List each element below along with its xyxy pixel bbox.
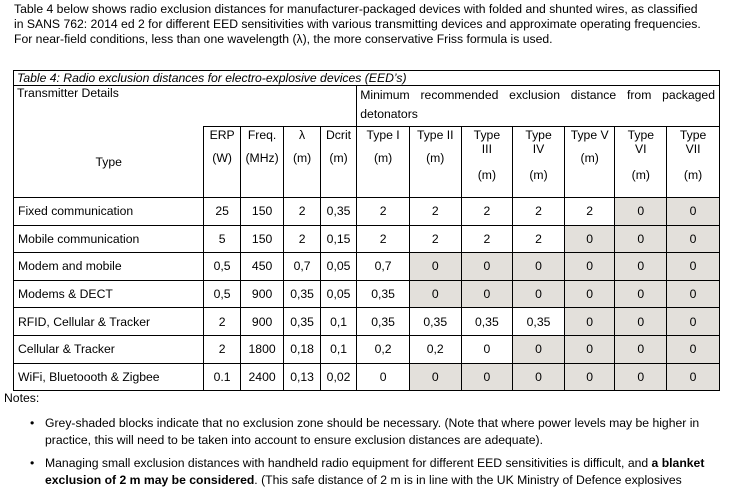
cell-erp: 0,5 <box>204 280 240 308</box>
cell-t4: 0 <box>513 253 565 281</box>
cell-freq: 2400 <box>240 363 284 391</box>
cell-t7: 0 <box>667 335 720 363</box>
notes-list <box>30 415 720 495</box>
cell-t7: 0 <box>667 280 720 308</box>
cell-lambda: 0,35 <box>284 308 320 336</box>
cell-t2: 0,35 <box>409 308 461 336</box>
table-row <box>14 198 720 226</box>
cell-t1: 0,35 <box>357 280 410 308</box>
cell-t6: 0 <box>615 253 667 281</box>
header-freq: Freq. (MHz) <box>240 127 284 198</box>
cell-erp: 2 <box>204 308 240 336</box>
cell-t2: 2 <box>409 225 461 253</box>
cell-t5: 0 <box>564 253 615 281</box>
bullet-icon: • <box>30 416 35 430</box>
header-type: Type <box>14 127 204 198</box>
cell-t1: 2 <box>357 225 410 253</box>
cell-t1: 0,7 <box>357 253 410 281</box>
table-row <box>14 253 720 281</box>
cell-t4: 2 <box>513 198 565 226</box>
note-text-2b-bold: a blanket exclusion of 2 m may be considered <box>45 456 705 487</box>
row-type-cell: Cellular & Tracker <box>14 335 204 363</box>
cell-t3: 2 <box>461 198 513 226</box>
cell-t1: 2 <box>357 198 410 226</box>
cell-t6: 0 <box>615 198 667 226</box>
cell-freq: 900 <box>240 308 284 336</box>
cell-t6: 0 <box>615 335 667 363</box>
exclusion-table-container <box>13 70 720 391</box>
cell-dcrit: 0,1 <box>320 335 356 363</box>
cell-dcrit: 0,1 <box>320 308 356 336</box>
cell-t4: 0 <box>513 280 565 308</box>
cell-t4: 0,35 <box>513 308 565 336</box>
header-type-4: Type IV (m) <box>513 127 565 198</box>
cell-erp: 0.1 <box>204 363 240 391</box>
note-text-1: Grey-shaded blocks indicate that no exclusion zone should be necessary. (Note that where power levels may be higher in practice, this will need to be taken into account to ensure exclusion distances are adequate). <box>45 416 700 447</box>
cell-t1: 0 <box>357 363 410 391</box>
cell-t5: 2 <box>564 198 615 226</box>
cell-t6: 0 <box>615 225 667 253</box>
cell-t3: 2 <box>461 225 513 253</box>
row-type-cell: Fixed communication <box>14 198 204 226</box>
header-type-7: Type VII (m) <box>667 127 720 198</box>
table-row <box>14 308 720 336</box>
cell-t5: 0 <box>564 280 615 308</box>
cell-freq: 900 <box>240 280 284 308</box>
cell-freq: 150 <box>240 198 284 226</box>
header-dcrit: Dcrit (m) <box>320 127 356 198</box>
row-type-cell: Mobile communication <box>14 225 204 253</box>
cell-lambda: 0,7 <box>284 253 320 281</box>
cell-t7: 0 <box>667 363 720 391</box>
header-type-2: Type II (m) <box>409 127 461 198</box>
intro-line-3: For near-field conditions, less than one wavelength (λ), the more conservative Friss formula is used. <box>14 32 553 46</box>
table-row <box>14 280 720 308</box>
cell-dcrit: 0,35 <box>320 198 356 226</box>
cell-dcrit: 0,05 <box>320 253 356 281</box>
cell-erp: 25 <box>204 198 240 226</box>
bullet-icon: • <box>30 456 35 470</box>
cell-erp: 5 <box>204 225 240 253</box>
cell-dcrit: 0,05 <box>320 280 356 308</box>
note-text-2c: . (This safe distance of 2 m is in line with the UK Ministry of Defence explosives <box>254 473 682 487</box>
transmitter-details-header: Transmitter Details <box>14 86 357 127</box>
row-type-cell: Modems & DECT <box>14 280 204 308</box>
cell-dcrit: 0,02 <box>320 363 356 391</box>
cell-lambda: 2 <box>284 225 320 253</box>
exclusion-distance-table <box>13 70 720 391</box>
note-text-2a: Managing small exclusion distances with handheld radio equipment for different EED sensitivities is difficult, and <box>45 456 652 470</box>
cell-t2: 0 <box>409 253 461 281</box>
intro-line-1: Table 4 below shows radio exclusion distances for manufacturer-packaged devices with folded and shunted wires, as classified <box>14 2 698 16</box>
cell-t3: 0,35 <box>461 308 513 336</box>
cell-erp: 2 <box>204 335 240 363</box>
note-item <box>30 455 720 489</box>
cell-t7: 0 <box>667 225 720 253</box>
row-type-cell: Modem and mobile <box>14 253 204 281</box>
cell-t5: 0 <box>564 363 615 391</box>
min-exclusion-header: Minimum recommended exclusion distance from packaged detonators <box>357 86 720 127</box>
intro-paragraph <box>14 2 726 47</box>
cell-dcrit: 0,15 <box>320 225 356 253</box>
cell-freq: 150 <box>240 225 284 253</box>
header-type-3: Type III (m) <box>461 127 513 198</box>
cell-t5: 0 <box>564 308 615 336</box>
notes-label: Notes: <box>4 391 40 405</box>
header-type-6: Type VI (m) <box>615 127 667 198</box>
cell-t2: 0,2 <box>409 335 461 363</box>
table-row <box>14 225 720 253</box>
cell-t2: 0 <box>409 363 461 391</box>
cell-t4: 2 <box>513 225 565 253</box>
header-type-5: Type V (m) <box>564 127 615 198</box>
table-body <box>14 198 720 391</box>
cell-t2: 0 <box>409 280 461 308</box>
table-row <box>14 363 720 391</box>
table-caption: Table 4: Radio exclusion distances for electro-explosive devices (EED’s) <box>14 71 720 86</box>
cell-t5: 0 <box>564 225 615 253</box>
cell-t3: 0 <box>461 335 513 363</box>
cell-t7: 0 <box>667 198 720 226</box>
cell-t1: 0,2 <box>357 335 410 363</box>
cell-lambda: 0,18 <box>284 335 320 363</box>
cell-t3: 0 <box>461 363 513 391</box>
cell-lambda: 0,13 <box>284 363 320 391</box>
header-type-1: Type I (m) <box>357 127 410 198</box>
header-lambda: λ (m) <box>284 127 320 198</box>
cell-t4: 0 <box>513 363 565 391</box>
cell-erp: 0,5 <box>204 253 240 281</box>
cell-t4: 0 <box>513 335 565 363</box>
cell-t3: 0 <box>461 280 513 308</box>
row-type-cell: RFID, Cellular & Tracker <box>14 308 204 336</box>
cell-freq: 1800 <box>240 335 284 363</box>
cell-t7: 0 <box>667 253 720 281</box>
row-type-cell: WiFi, Bluetoooth & Zigbee <box>14 363 204 391</box>
cell-t2: 2 <box>409 198 461 226</box>
table-row <box>14 335 720 363</box>
cell-freq: 450 <box>240 253 284 281</box>
cell-t6: 0 <box>615 308 667 336</box>
header-erp: ERP (W) <box>204 127 240 198</box>
note-item <box>30 415 720 449</box>
cell-lambda: 0,35 <box>284 280 320 308</box>
cell-t6: 0 <box>615 280 667 308</box>
cell-lambda: 2 <box>284 198 320 226</box>
cell-t7: 0 <box>667 308 720 336</box>
cell-t3: 0 <box>461 253 513 281</box>
cell-t1: 0,35 <box>357 308 410 336</box>
cell-t6: 0 <box>615 363 667 391</box>
intro-line-2: in SANS 762: 2014 ed 2 for different EED sensitivities with various transmitting devices and approximate operating frequencies. <box>14 17 701 31</box>
cell-t5: 0 <box>564 335 615 363</box>
